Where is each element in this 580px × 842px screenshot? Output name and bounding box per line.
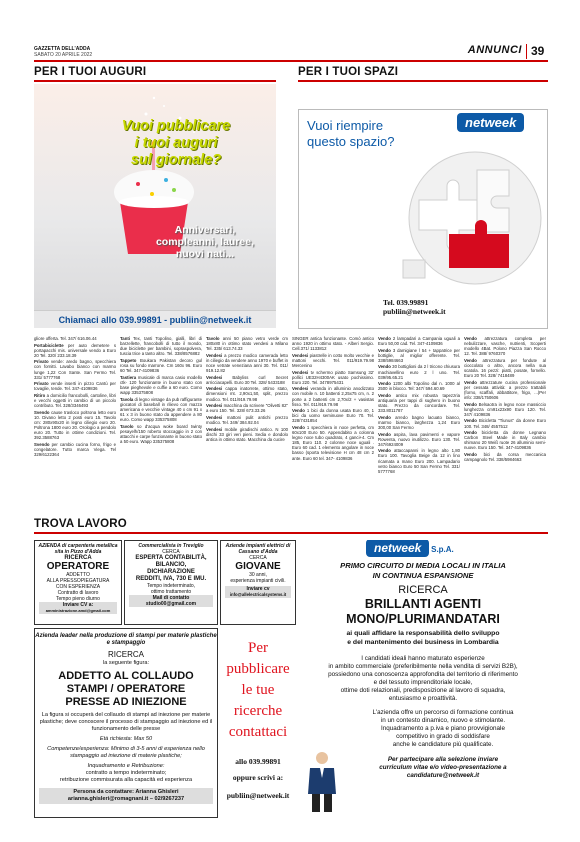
agenti-line: I candidati ideali hanno maturato esperienze (361, 655, 485, 662)
netweek-logo-text: netweek (366, 540, 429, 557)
classified-column (206, 336, 288, 514)
classified-text: attrezzatura completa per nebulizzare, vasche, nutrienti, Scoperti modello 4Bat. Polono Piazza San Rocco 12. Tel. 388/ 9760370 (464, 336, 546, 357)
agenti-line: entusiasmo e proattività. (388, 695, 458, 702)
spazi-question-line: Vuoi riempire (307, 118, 384, 133)
classified-keyword: Vendo (378, 381, 391, 387)
classified-text: cause trasloco poltrona letto euro 10. Divano letto 2 posti euro 15. Tavolo cm: 280x90x20 in legno ciliegio euro 20. Poltrona 1800 euro 20. Orologio a pendolo euro 20. Tutto in ottime condizioni. Tel. 392.3588763 (34, 409, 116, 441)
job-cv-box (129, 595, 213, 607)
classified-keyword: Vendesi (292, 369, 309, 375)
auguri-sub-line: compleanni, lauree, (155, 236, 255, 248)
job-role-line: PRESSE AD INIEZIONE (65, 696, 187, 708)
classified-text: a prezzo modico camerada letto in ciliegio da vendere anno 1970 e buffet in noce vetrate veneziana anni 30. Tel. 011/ 919.12.82 (206, 352, 288, 374)
classified-text: Babyliss curl Secret arricciacapelli. Euro 30 Tel. 328/ 5433188 (206, 374, 288, 385)
job-cv-label: Inviare cv (246, 586, 270, 592)
classified-ad (378, 381, 460, 391)
classified-keyword: Tappeto (120, 357, 137, 363)
classified-text: 2 lampadari a Campania uguali a Euro 50,00 cad. Tel. 347-4109836 (378, 336, 460, 347)
classified-text: SINGER antica funzionante. Comò antico anno 1920 in ottimo stato. - Alberi Sergio. Cell.371/ 1133812 (292, 336, 374, 352)
classified-text: bici da corsa meccanica campagnolo Tel. 338/5984663 (464, 451, 546, 463)
spazi-contact (383, 298, 446, 316)
classified-ad (206, 386, 288, 401)
auguri-headline (88, 118, 264, 169)
classified-keyword: Vendo (378, 364, 391, 370)
netweek-agenti-ad (298, 540, 548, 818)
job-line: la seguente figura: (102, 660, 150, 666)
classified-ad (378, 415, 460, 430)
pubblicare-email: publiin@netweek.it (226, 791, 290, 800)
job-line: ottimo trattamento (150, 589, 192, 595)
agenti-line: anche le candidature più qualificate. (392, 741, 494, 748)
classified-ad (34, 442, 116, 457)
job-ad-collaudo (34, 628, 218, 818)
agenti-offer (298, 709, 548, 749)
classified-keyword: Vendo (292, 408, 305, 414)
pubblicare-oppure: oppure scrivi a: (232, 773, 284, 782)
classified-text: a domicilio francobolli, cartoline, libri e vecchi oggetti in cambio di un piccolo contributo. Tel. 328/3346493 (34, 392, 116, 409)
job-cerca: RICERCA (398, 584, 448, 596)
job-company: Commercialista in Treviglio (138, 543, 204, 549)
classified-keyword: Tavolo (120, 423, 134, 429)
classified-text: vende: aredo bagno, specchiera con fornitti. Lavabo bianco con marmo lunge 1,22 Con Sante. San Fermo Tel. 331/ 5777768 (34, 359, 116, 380)
classified-keyword: Vendo (464, 357, 477, 363)
classified-ad (120, 424, 202, 444)
classified-keyword: Tastiera (120, 374, 137, 380)
classified-ad (206, 336, 288, 351)
classified-keyword: Vendesi (206, 426, 223, 432)
job-description: Competenze/esperienza: Minimo di 3-5 anni di esperienza nello stampaggio ad iniezione di materie plastiche; (47, 746, 205, 759)
classified-keyword: Privato (34, 381, 49, 387)
job-email: info@allelectricalsystems.it (229, 592, 287, 597)
classified-text: Bicicletta "Tiunus" da donne Euro 100. Tel. 348/ 4557512 (464, 418, 546, 429)
classified-text: veranda in alluminio anodizzato con mobile n. 10 battenti 2,25x75 cm, n. 2 porte a 2 battenti cm 2,70x/2 + vasistas fisso. Tel. 011/919.79.98 (292, 386, 374, 407)
classified-text: 1 specchiera in noce perfetta, cm 60x100 Euro 50. Appendabito a colonna legno noce tubo quadrato, 4 ganci+4. Cm 185, Euro 110. 2 colonne noce uguali . Euro 60 cad. 1 elemento angolare in noce basso (sporta televisione H cm 48 cm 2 ante. Euro 60 tel. 347- 4109836 (292, 425, 374, 461)
job-company: Aziende impianti elettrici di Cassano d'Adda (225, 543, 291, 555)
classified-text: attrezzature cucina professionale per cessata attività: a prezzo trattabili (forno, scaffali, abbattitore, frigo, ...)Per info: 338/1750606 (464, 379, 546, 401)
classified-column (292, 336, 374, 514)
classified-keyword: Vendesi (206, 414, 223, 420)
classified-ad (206, 403, 288, 413)
classified-keyword: Tavola (120, 396, 134, 402)
classified-text: aspira, lava pavimenti e vapore Rowenta, nuovo inutilizzo. Euro 130. Tel. 347/6924009 (378, 431, 460, 447)
classified-keyword: Vendo (464, 336, 477, 341)
agenti-line: in ambito commerciale (preferibilmente nella vendita di servizi B2B), (328, 663, 518, 670)
pubblicare-line: pubblicare (226, 661, 290, 677)
spazi-section-title: PER I TUOI SPAZI (298, 66, 548, 82)
classified-text: mattoni pulit antichi prezzo modico. Tel. 349/ 384.92.04 (206, 414, 288, 425)
classified-keyword: Tavolo (206, 336, 220, 341)
job-line: contratto a tempo indeterminato; (85, 770, 167, 776)
classified-text: antico mix robusta tapezzria antiquaria per tappi di sughero in buono stato. Prezzo da concordare. Tel. 333.8011787 (378, 392, 460, 414)
classified-text: 30 bottiglioni da 2 l tricono chiusura machiavellino euro 2 l uno. Tel. 039/95.65.21 (378, 364, 460, 380)
classified-ad (34, 410, 116, 441)
job-line: esperienza impianti civili. (230, 578, 286, 584)
classified-keyword: Vendesi (292, 352, 309, 358)
auguri-contact-bar: Chiamaci allo 039.99891 - publiin@netweek.it (34, 310, 276, 328)
classified-ad (464, 430, 546, 450)
agenti-line: e del tessuto imprenditoriale locale, (373, 679, 473, 686)
classified-keyword: Vendo (378, 392, 391, 398)
classified-ad (464, 380, 546, 400)
classified-text: per auto demetere s portapacchi mis. universale vendo a Euro 20 Tel. 320/ 233.18.39 (34, 342, 116, 358)
classified-ad (206, 427, 288, 442)
auguri-banner (34, 84, 276, 328)
classified-text: bicicletta da donne Legnano Carbon Steel Made in Italy cambio shimano 20 Weiß ruote 26 alluminio semi-nuove. Euro 150. Tel. 347-4109836 (464, 430, 546, 451)
classified-text: 1 bici da donna usata Euro 40, 1 bici da uomo seminuove Euro 70. Tel. 328/7431854 (292, 408, 374, 424)
job-cv-box (225, 586, 291, 598)
job-ad-contabilita (124, 540, 218, 625)
job-cv-box (39, 602, 117, 614)
classified-column (120, 336, 202, 514)
auguri-headline-line: sul giornale? (130, 152, 222, 168)
classified-text: Tex, tanti Topolino, gialli, libri di barzellette, francobolli di tutto il mondo, due biciclette per bambini, sopraspolvera, tuscia trice a tanto altro. Tel. 338/8576882 (120, 336, 202, 357)
job-line: ALLA PRESSOPIEGATURA (46, 578, 110, 584)
auguri-sub-line: Anniversari, (174, 224, 236, 236)
classified-ad (292, 353, 374, 368)
classified-keyword: Vendo (464, 430, 477, 436)
job-role-line: DICHIARAZIONE (147, 569, 195, 575)
classified-ad (378, 364, 460, 379)
classified-ad (34, 336, 116, 341)
agenti-subtitle: ai quali affidare la responsabilità dello sviluppo (346, 630, 500, 637)
auguri-section-title: PER I TUOI AUGURI (34, 66, 276, 82)
job-cv-label: Mail di contatto (152, 595, 190, 601)
job-role-line: BILANCIO, (155, 562, 187, 568)
classified-text: piastrelle in cotto molto vecchie e mattoni vecchi. Tel. 011/919.79.98 Mercenino (292, 352, 374, 368)
classified-keyword: Vendo (378, 448, 391, 454)
classified-keyword: Vendo (378, 347, 391, 353)
classified-keyword: Portabiciclette (34, 342, 64, 348)
pubblicare-line: contattaci (228, 724, 288, 740)
classified-ad (464, 336, 546, 356)
classified-text: tv schermo piatto Samsung 32' pollici UE32H4300AK usato pochissimo. Euro 220. Tel. 3478975431 (292, 369, 374, 385)
job-contact: Persona da contattare: Arianna Ghisleri (73, 789, 179, 795)
classified-ad (378, 448, 460, 473)
pubblicare-phone: allo 039.99891 (235, 757, 281, 766)
job-line: CON ESPERIENZA (55, 584, 101, 590)
classified-ad (378, 432, 460, 447)
classified-keyword: Vendo (378, 336, 391, 341)
netweek-spa: S.p.A. (431, 545, 454, 554)
classified-ad (120, 397, 202, 422)
job-line: Tempo indeterminato, (146, 583, 196, 589)
job-role (35, 670, 217, 709)
classified-keyword: Ritiro (34, 392, 46, 398)
job-ad-giovane (220, 540, 296, 625)
page-number: 39 (531, 44, 545, 58)
classified-ad (292, 425, 374, 461)
classified-text: arredo bagno lacuato bianco, marmo bianco, larghezza 1,24 Euro 300,00 San Fermo (378, 414, 460, 430)
job-role-line: ESPERTA CONTABILITÀ, (135, 555, 207, 561)
job-line: Contratto di lavoro (57, 590, 99, 596)
job-role: GIOVANE (235, 561, 281, 572)
job-line: Tempo pieno diurno (56, 596, 100, 602)
classified-ad (378, 393, 460, 413)
classified-keyword: Vendo (378, 414, 391, 420)
agenti-line: ottime doti relazionali, predisposizione al lavoro di squadra, (340, 687, 506, 694)
agenti-line: L'azienda offre un percorso di formazione continua (372, 709, 514, 716)
classified-column (34, 336, 116, 514)
auguri-headline-line: i tuoi auguri (134, 135, 218, 151)
header-rule (34, 60, 548, 62)
classified-ad (206, 353, 288, 373)
job-line: retribuzione commisurata alla capacità ed esperienza (59, 777, 193, 783)
pubblicare-headline (220, 638, 296, 743)
spazi-phone: Tel. 039.99891 (383, 298, 429, 307)
classified-text: musicale di marca casio modello ctk- 120 funzionante in buono stato con base pieghevole e cuffie a 60 euro. Como wapp 335375808 (120, 374, 202, 395)
agenti-requirements (298, 655, 548, 703)
classified-ad (34, 359, 116, 379)
classified-ad (378, 336, 460, 346)
puzzle-sphere-illustration (299, 110, 548, 329)
classified-keyword: Vendo (292, 425, 305, 430)
job-role (125, 555, 217, 583)
classified-ad (34, 393, 116, 408)
pubblicare-line: le tue (241, 682, 275, 698)
job-description: La figura si occuperà del collaudo di stampi ad iniezione per materie plastiche; deve conoscere il processo di stampaggio ad iniezione ed il funzionamento delle presse (39, 712, 213, 732)
job-cerca: RICERCA (107, 650, 144, 659)
job-ad-operatore (34, 540, 122, 625)
job-email: amministrazione.amd@gmail.com (45, 608, 111, 613)
issue-date: SABATO 20 APRILE 2022 (34, 52, 93, 58)
classified-ad (464, 418, 546, 428)
businessman-illustration (304, 750, 340, 812)
agenti-line: in un contesto dinamico, nuovo e stimolante. (380, 717, 506, 724)
classified-keyword: Vendesi (292, 386, 309, 392)
classified-keyword: Svendo (34, 441, 50, 447)
classified-ad (206, 375, 288, 385)
classified-text: gliore offerta. Tel. 347/ 616.06.44 (34, 336, 97, 341)
classified-ad (292, 336, 374, 351)
job-email: studio00@gmail.com (145, 601, 197, 607)
classified-keyword: Vendesi (206, 403, 223, 409)
job-line: ADDETTO (66, 572, 90, 578)
job-contact-box (39, 788, 213, 804)
job-role-line: STAMPI / OPERATORE (66, 683, 186, 695)
job-cerca: RICERCA (64, 555, 92, 561)
job-role-line: REDDITI, IVA, 730 E IMU. (135, 576, 207, 582)
classified-ad (120, 336, 202, 356)
classified-text: anni 50 piano vetro verde cm 180x80 in ottimo stato vendesi a Milano Tel. 335/ 613.74.33 (206, 336, 288, 352)
classified-text: attrezzatura per fondute al cioccolato o altro, ancora nella sua scatola. 16 pezzi: piatti, posate, fornello. Euro 20 Tel. 328/ 7418489 (464, 357, 546, 379)
classified-ad (464, 452, 546, 462)
spazi-email: publiin@netweek.it (383, 307, 446, 316)
classified-ad (120, 358, 202, 373)
spazi-banner (298, 109, 548, 329)
classified-column (378, 336, 460, 514)
job-role: MONO/PLURIMANDATARI (346, 612, 500, 626)
classified-ad (464, 358, 546, 378)
classified-ad (464, 402, 546, 417)
classified-text: per cambio cucina forno, frigo e congelatore. Tutto marca Viega. Tel 329/6122364 (34, 441, 116, 457)
header-separator (526, 44, 527, 59)
auguri-subtitle (138, 224, 272, 260)
classified-text: 3 damigiane l 54 + tappatrice per bottiglie, al miglior offerente. Tel. 338/5984663 (378, 347, 460, 363)
classified-ad (292, 370, 374, 385)
classified-keyword: Vendo (464, 451, 477, 457)
classified-ad (34, 381, 116, 391)
classified-ad (292, 386, 374, 406)
job-role: BRILLANTI AGENTI (364, 597, 482, 611)
job-cv-label: Inviare CV a: (62, 602, 94, 608)
job-email: arianna.ghisleri@romagnani.it – 02/9267237 (67, 796, 185, 802)
netweek-logo (298, 541, 548, 555)
agenti-line: competitivo in grado di soddisfare (396, 733, 490, 740)
classified-text: mobile giradischi antico. N 100 dischi 33 giri veri pieni. Sedia e dondolo antica in ottimo stato. Macchina da cucire (206, 426, 288, 442)
classified-text: vende inserti in pizzo Cantù per tovaglie, tende. Tel. 347-4109836 (34, 381, 116, 392)
spazi-question-line: questo spazio? (307, 134, 395, 149)
agenti-headline: PRIMO CIRCUITO DI MEDIA LOCALI IN ITALIA (340, 561, 506, 570)
job-role: OPERATORE (46, 561, 110, 572)
job-cerca: CERCA (162, 549, 180, 555)
pubblicare-ad (220, 628, 296, 818)
classified-keyword: Vendo (464, 418, 477, 424)
classified-keyword: Svendo (34, 409, 50, 415)
classified-ad (34, 343, 116, 358)
classified-text: di legno vintage da pub raffigurante giocatori di baseball in rilievo con mazza americana e vecchie vintage 40 x cm 91 x 61 x 3 in buono stato da appendere a 80 euro. Como wapp 335375808 (120, 396, 202, 422)
netweek-logo-text: netweek (457, 113, 524, 132)
job-company: Azienda leader nella produzione di stampi per materie plastiche e stampaggio (35, 633, 217, 646)
classified-text: so d'acqua woke board twinty pesayelh/150 roberto stoccaggio in 2 con attacchi e carpe funzionante in buono stato a 50 euro. Wapp 335375808 (120, 423, 202, 444)
pubblicare-line: ricerche (233, 703, 283, 719)
agenti-line: Per partecipare alla selezione inviare (387, 756, 499, 763)
auguri-headline-line: Vuoi pubblicare (121, 118, 231, 134)
classified-keyword: Vendo (378, 431, 391, 437)
classified-ad (292, 408, 374, 423)
job-cerca: CERCA (249, 555, 267, 561)
section-name: ANNUNCI (467, 44, 522, 56)
cake-top-rim (119, 196, 189, 208)
job-line: 30 anni, (249, 572, 267, 578)
classified-text: Belsaotra in legno noce massiccio lunghezza cm91x23x90 Euro 120. Tel. 347/ 4109836 (464, 401, 546, 417)
agenti-line: Inquadramento a p.iva e piano provvigionale (381, 725, 505, 732)
classified-text: attaccapanni in legno alto 1,80 Euro 100. Tavoglia Beige da 12 in lino ricamata a mano Euro 200. Lampadario vetro bianco Euro 50 San Fermo Tel. 331/ 5777768 (378, 448, 460, 474)
agenti-line: curriculum vitae e/o video-presentazione a (379, 764, 507, 771)
job-line: Inquadramento e Retribuzione: (87, 763, 165, 769)
classified-ad (206, 415, 288, 425)
classified-text: macchina da scrivere "Olivetti 82" a euro 150. Tel. 328/ 673.33.26 (206, 403, 288, 414)
job-role-line: ADDETTO AL COLLAUDO (58, 670, 194, 682)
job-age: Età richiesta: Max 50 (99, 736, 153, 742)
agenti-email: candidature@netweek.it (406, 772, 480, 779)
classified-ad (378, 348, 460, 363)
agenti-subtitle: e del mantenimento dei business in Lombardia (347, 639, 499, 646)
classified-keyword: Privato (34, 359, 49, 365)
classified-text: cappa inatorrete, ottimo stato, dimensioni mt. 2,90x1,50, split, prezzo modico. Tel. 011/919.79.98 (206, 386, 288, 402)
newspaper-header (34, 46, 92, 58)
classified-keyword: Vendesi (206, 352, 223, 358)
pubblicare-line: Per (248, 640, 268, 656)
agenti-headline: IN CONTINUA ESPANSIONE (372, 571, 474, 580)
job-company: AZIENDA di carpenteria metallica sita in Pizzo d'Adda (38, 543, 118, 555)
classified-column (464, 336, 546, 514)
classified-text: Boukara Pakistan decoro gul rosa su fondo marrone. Cm 160x 96. Euro 60 Tel. 347-4109836 (120, 357, 202, 374)
classified-keyword: Vendesi (206, 374, 223, 380)
newspaper-name: GAZZETTA DELL'ADDA (34, 46, 91, 52)
auguri-sub-line: nuovi nati... (175, 248, 235, 260)
agenti-line: possiedono una conoscenza approfondita del territorio di riferimento (328, 671, 518, 678)
classified-keyword: Vendo (464, 401, 477, 407)
classified-ad (120, 375, 202, 395)
classified-keyword: Vendesi (206, 386, 223, 392)
classified-text: 1200 albi Topolino dal n. 1000 al 2500 in blocco. Tel: 347/ 594.60.69 (378, 381, 460, 392)
lavoro-section-title: TROVA LAVORO (34, 518, 548, 534)
classified-keyword: Vendo (464, 379, 477, 385)
classified-keyword: Tanti (120, 336, 130, 341)
